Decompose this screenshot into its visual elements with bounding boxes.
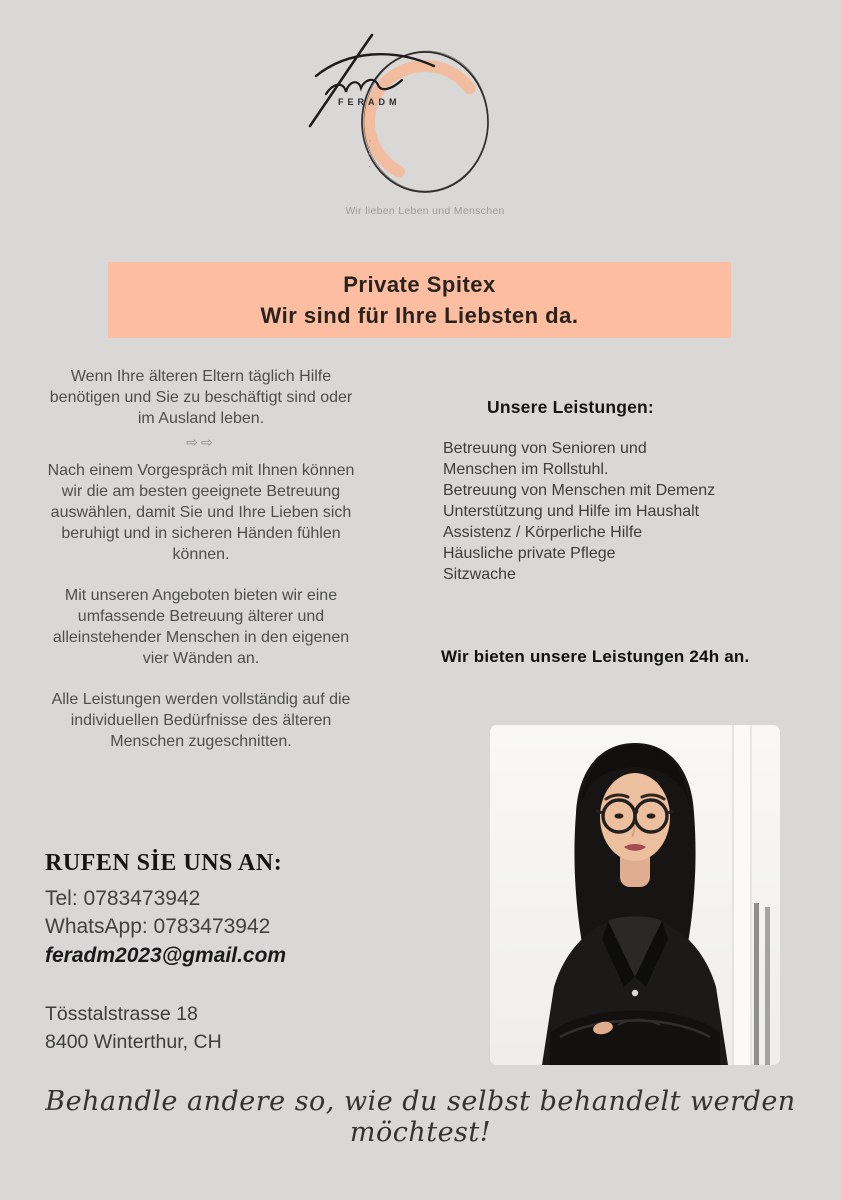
title-banner bbox=[108, 262, 731, 338]
service-item: Häusliche private Pflege bbox=[443, 545, 616, 562]
intro-paragraph-1: Wenn Ihre älteren Eltern täglich Hilfe benötigen und Sie zu beschäftigt sind oder im Ausland leben. bbox=[49, 368, 353, 427]
logo-tagline: Wir lieben Leben und Menschen bbox=[345, 205, 505, 217]
address-city: 8400 Winterthur, CH bbox=[45, 1031, 222, 1053]
intro-paragraph-4: Alle Leistungen werden vollständig auf die individuellen Bedürfnisse des älteren Menschen zugeschnitten. bbox=[51, 691, 351, 750]
address-block bbox=[45, 1000, 405, 1056]
service-item: Betreuung von Menschen mit Demenz bbox=[443, 482, 716, 499]
service-item: Menschen im Rollstuhl. bbox=[443, 461, 609, 478]
whatsapp-number: WhatsApp: 0783473942 bbox=[45, 915, 271, 938]
address-street: Tösstalstrasse 18 bbox=[45, 1003, 198, 1025]
portrait-photo bbox=[490, 725, 780, 1065]
service-item: Unterstützung und Hilfe im Haushalt bbox=[443, 503, 700, 520]
email-address: feradm2023@gmail.com bbox=[45, 944, 287, 967]
contact-heading: RUFEN SİE UNS AN: bbox=[45, 850, 283, 876]
contact-block bbox=[45, 850, 405, 971]
services-heading: Unsere Leistungen: bbox=[487, 397, 654, 417]
intro-column bbox=[40, 366, 362, 752]
banner-title: Private Spitex bbox=[343, 271, 496, 297]
availability-note: Wir bieten unsere Leistungen 24h an. bbox=[441, 647, 750, 666]
intro-paragraph-2: Nach einem Vorgespräch mit Ihnen können wir die am besten geeignete Betreuung auswählen, damit Sie und Ihre Lieben sich beruhigt und in sicheren Händen fühlen können. bbox=[47, 462, 355, 563]
brand-name: FERADM bbox=[338, 97, 401, 107]
services-list bbox=[443, 438, 753, 585]
double-arrow-icon: ⇨⇨ bbox=[186, 434, 216, 450]
intro-paragraph-3: Mit unseren Angeboten bieten wir eine umfassende Betreuung älterer und alleinstehender Menschen in den eigenen vier Wänden an. bbox=[52, 587, 350, 667]
phone-number: Tel: 0783473942 bbox=[45, 887, 201, 910]
logo bbox=[290, 30, 530, 210]
logo-circle-icon bbox=[290, 30, 530, 210]
service-item: Assistenz / Körperliche Hilfe bbox=[443, 524, 643, 541]
portrait-woman-icon bbox=[490, 725, 780, 1065]
service-item: Betreuung von Senioren und bbox=[443, 440, 647, 457]
footer-quote: Behandle andere so, wie du selbst behandelt werden möchtest! bbox=[45, 1086, 796, 1148]
banner-subtitle: Wir sind für Ihre Liebsten da. bbox=[260, 302, 579, 328]
service-item: Sitzwache bbox=[443, 566, 516, 583]
